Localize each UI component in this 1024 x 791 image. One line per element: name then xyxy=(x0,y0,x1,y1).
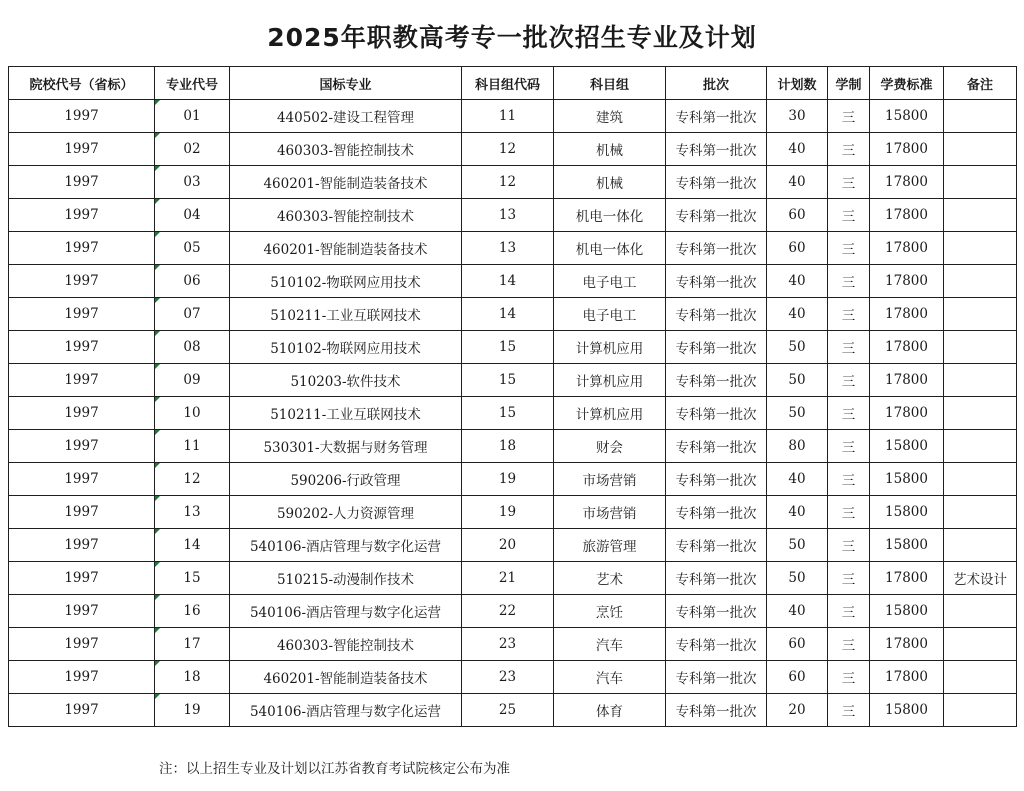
subject-group-code-cell[interactable]: 19 xyxy=(462,463,554,496)
batch-cell[interactable]: 专科第一批次 xyxy=(666,133,767,166)
major-code-cell[interactable]: 12 xyxy=(155,463,230,496)
national-major-cell[interactable]: 460201-智能制造装备技术 xyxy=(230,166,462,199)
table-row xyxy=(9,628,1017,661)
major-code-cell[interactable]: 10 xyxy=(155,397,230,430)
school-code-cell[interactable]: 1997 xyxy=(9,199,155,232)
subject-group-code-cell[interactable]: 14 xyxy=(462,265,554,298)
subject-group-code-cell[interactable]: 15 xyxy=(462,364,554,397)
duration-cell[interactable]: 三 xyxy=(828,430,870,463)
national-major-cell[interactable]: 460201-智能制造装备技术 xyxy=(230,661,462,694)
subject-group-cell[interactable]: 机械 xyxy=(554,166,666,199)
remarks-cell[interactable] xyxy=(944,661,1017,694)
school-code-cell[interactable]: 1997 xyxy=(9,529,155,562)
plan-count-cell[interactable]: 80 xyxy=(767,430,828,463)
col-header-national-major[interactable]: 国标专业 xyxy=(230,67,462,100)
plan-count-cell[interactable]: 50 xyxy=(767,529,828,562)
tuition-cell[interactable]: 15800 xyxy=(870,463,944,496)
major-code-cell[interactable]: 05 xyxy=(155,232,230,265)
batch-cell[interactable]: 专科第一批次 xyxy=(666,166,767,199)
batch-cell[interactable]: 专科第一批次 xyxy=(666,265,767,298)
duration-cell[interactable]: 三 xyxy=(828,364,870,397)
subject-group-code-cell[interactable]: 14 xyxy=(462,298,554,331)
national-major-cell[interactable]: 510203-软件技术 xyxy=(230,364,462,397)
major-code-cell[interactable]: 19 xyxy=(155,694,230,727)
table-row xyxy=(9,199,1017,232)
subject-group-cell[interactable]: 机电一体化 xyxy=(554,199,666,232)
major-code-cell[interactable]: 01 xyxy=(155,100,230,133)
major-code-cell[interactable]: 03 xyxy=(155,166,230,199)
plan-count-cell[interactable]: 20 xyxy=(767,694,828,727)
national-major-cell[interactable]: 510215-动漫制作技术 xyxy=(230,562,462,595)
batch-cell[interactable]: 专科第一批次 xyxy=(666,694,767,727)
subject-group-cell[interactable]: 市场营销 xyxy=(554,496,666,529)
tuition-cell[interactable]: 17800 xyxy=(870,232,944,265)
duration-cell[interactable]: 三 xyxy=(828,595,870,628)
subject-group-code-cell[interactable]: 23 xyxy=(462,661,554,694)
subject-group-code-cell[interactable]: 11 xyxy=(462,100,554,133)
subject-group-cell[interactable]: 财会 xyxy=(554,430,666,463)
national-major-cell[interactable]: 460303-智能控制技术 xyxy=(230,199,462,232)
national-major-cell[interactable]: 590202-人力资源管理 xyxy=(230,496,462,529)
subject-group-code-cell[interactable]: 21 xyxy=(462,562,554,595)
table-row xyxy=(9,100,1017,133)
duration-cell[interactable]: 三 xyxy=(828,529,870,562)
batch-cell[interactable]: 专科第一批次 xyxy=(666,100,767,133)
subject-group-cell[interactable]: 电子电工 xyxy=(554,265,666,298)
duration-cell[interactable]: 三 xyxy=(828,265,870,298)
remarks-cell[interactable] xyxy=(944,463,1017,496)
national-major-cell[interactable]: 510102-物联网应用技术 xyxy=(230,265,462,298)
batch-cell[interactable]: 专科第一批次 xyxy=(666,463,767,496)
national-major-cell[interactable]: 440502-建设工程管理 xyxy=(230,100,462,133)
subject-group-code-cell[interactable]: 23 xyxy=(462,628,554,661)
subject-group-cell[interactable]: 电子电工 xyxy=(554,298,666,331)
duration-cell[interactable]: 三 xyxy=(828,298,870,331)
batch-cell[interactable]: 专科第一批次 xyxy=(666,364,767,397)
batch-cell[interactable]: 专科第一批次 xyxy=(666,397,767,430)
duration-cell[interactable]: 三 xyxy=(828,463,870,496)
school-code-cell[interactable]: 1997 xyxy=(9,331,155,364)
plan-count-cell[interactable]: 30 xyxy=(767,100,828,133)
tuition-cell[interactable]: 17800 xyxy=(870,331,944,364)
national-major-cell[interactable]: 590206-行政管理 xyxy=(230,463,462,496)
batch-cell[interactable]: 专科第一批次 xyxy=(666,496,767,529)
duration-cell[interactable]: 三 xyxy=(828,133,870,166)
duration-cell[interactable]: 三 xyxy=(828,694,870,727)
col-header-subject-group[interactable]: 科目组 xyxy=(554,67,666,100)
duration-cell[interactable]: 三 xyxy=(828,100,870,133)
subject-group-cell[interactable]: 机电一体化 xyxy=(554,232,666,265)
plan-count-cell[interactable]: 40 xyxy=(767,496,828,529)
table-row xyxy=(9,661,1017,694)
tuition-cell[interactable]: 15800 xyxy=(870,595,944,628)
major-code-cell[interactable]: 08 xyxy=(155,331,230,364)
table-row xyxy=(9,595,1017,628)
school-code-cell[interactable]: 1997 xyxy=(9,166,155,199)
major-code-cell[interactable]: 13 xyxy=(155,496,230,529)
school-code-cell[interactable]: 1997 xyxy=(9,562,155,595)
enrollment-plan-table xyxy=(8,66,1017,727)
table-row xyxy=(9,694,1017,727)
duration-cell[interactable]: 三 xyxy=(828,331,870,364)
tuition-cell[interactable]: 15800 xyxy=(870,100,944,133)
major-code-cell[interactable]: 07 xyxy=(155,298,230,331)
tuition-cell[interactable]: 15800 xyxy=(870,529,944,562)
subject-group-cell[interactable]: 计算机应用 xyxy=(554,397,666,430)
plan-count-cell[interactable]: 50 xyxy=(767,364,828,397)
remarks-cell[interactable] xyxy=(944,397,1017,430)
subject-group-code-cell[interactable]: 22 xyxy=(462,595,554,628)
subject-group-cell[interactable]: 旅游管理 xyxy=(554,529,666,562)
school-code-cell[interactable]: 1997 xyxy=(9,430,155,463)
school-code-cell[interactable]: 1997 xyxy=(9,595,155,628)
major-code-cell[interactable]: 04 xyxy=(155,199,230,232)
remarks-cell[interactable] xyxy=(944,331,1017,364)
subject-group-cell[interactable]: 汽车 xyxy=(554,628,666,661)
plan-count-cell[interactable]: 50 xyxy=(767,562,828,595)
plan-count-cell[interactable]: 50 xyxy=(767,397,828,430)
school-code-cell[interactable]: 1997 xyxy=(9,265,155,298)
footnote: 注：以上招生专业及计划以江苏省教育考试院核定公布为准 xyxy=(159,761,510,777)
batch-cell[interactable]: 专科第一批次 xyxy=(666,430,767,463)
duration-cell[interactable]: 三 xyxy=(828,397,870,430)
school-code-cell[interactable]: 1997 xyxy=(9,364,155,397)
table-row xyxy=(9,496,1017,529)
batch-cell[interactable]: 专科第一批次 xyxy=(666,298,767,331)
remarks-cell[interactable] xyxy=(944,628,1017,661)
batch-cell[interactable]: 专科第一批次 xyxy=(666,529,767,562)
school-code-cell[interactable]: 1997 xyxy=(9,397,155,430)
national-major-cell[interactable]: 540106-酒店管理与数字化运营 xyxy=(230,694,462,727)
plan-count-cell[interactable]: 60 xyxy=(767,628,828,661)
remarks-cell[interactable] xyxy=(944,364,1017,397)
subject-group-code-cell[interactable]: 13 xyxy=(462,199,554,232)
col-header-tuition[interactable]: 学费标准 xyxy=(870,67,944,100)
table-row xyxy=(9,331,1017,364)
duration-cell[interactable]: 三 xyxy=(828,628,870,661)
remarks-cell[interactable] xyxy=(944,265,1017,298)
national-major-cell[interactable]: 540106-酒店管理与数字化运营 xyxy=(230,595,462,628)
table-row xyxy=(9,298,1017,331)
table-row xyxy=(9,166,1017,199)
subject-group-cell[interactable]: 市场营销 xyxy=(554,463,666,496)
batch-cell[interactable]: 专科第一批次 xyxy=(666,661,767,694)
batch-cell[interactable]: 专科第一批次 xyxy=(666,232,767,265)
plan-count-cell[interactable]: 60 xyxy=(767,199,828,232)
plan-count-cell[interactable]: 40 xyxy=(767,463,828,496)
tuition-cell[interactable]: 15800 xyxy=(870,496,944,529)
major-code-cell[interactable]: 06 xyxy=(155,265,230,298)
remarks-cell[interactable] xyxy=(944,100,1017,133)
tuition-cell[interactable]: 17800 xyxy=(870,298,944,331)
major-code-cell[interactable]: 09 xyxy=(155,364,230,397)
remarks-cell[interactable] xyxy=(944,199,1017,232)
tuition-cell[interactable]: 17800 xyxy=(870,166,944,199)
subject-group-cell[interactable]: 计算机应用 xyxy=(554,331,666,364)
col-header-duration[interactable]: 学制 xyxy=(828,67,870,100)
col-header-remarks[interactable]: 备注 xyxy=(944,67,1017,100)
table-row xyxy=(9,364,1017,397)
tuition-cell[interactable]: 17800 xyxy=(870,628,944,661)
table-row xyxy=(9,133,1017,166)
school-code-cell[interactable]: 1997 xyxy=(9,100,155,133)
school-code-cell[interactable]: 1997 xyxy=(9,628,155,661)
batch-cell[interactable]: 专科第一批次 xyxy=(666,331,767,364)
major-code-cell[interactable]: 11 xyxy=(155,430,230,463)
table-row xyxy=(9,463,1017,496)
major-code-cell[interactable]: 15 xyxy=(155,562,230,595)
school-code-cell[interactable]: 1997 xyxy=(9,298,155,331)
tuition-cell[interactable]: 17800 xyxy=(870,199,944,232)
school-code-cell[interactable]: 1997 xyxy=(9,496,155,529)
subject-group-cell[interactable]: 计算机应用 xyxy=(554,364,666,397)
table-row xyxy=(9,562,1017,595)
school-code-cell[interactable]: 1997 xyxy=(9,232,155,265)
subject-group-cell[interactable]: 机械 xyxy=(554,133,666,166)
plan-count-cell[interactable]: 40 xyxy=(767,595,828,628)
national-major-cell[interactable]: 460201-智能制造装备技术 xyxy=(230,232,462,265)
subject-group-code-cell[interactable]: 12 xyxy=(462,133,554,166)
remarks-cell[interactable] xyxy=(944,232,1017,265)
tuition-cell[interactable]: 17800 xyxy=(870,661,944,694)
batch-cell[interactable]: 专科第一批次 xyxy=(666,562,767,595)
major-code-cell[interactable]: 17 xyxy=(155,628,230,661)
school-code-cell[interactable]: 1997 xyxy=(9,661,155,694)
national-major-cell[interactable]: 460303-智能控制技术 xyxy=(230,628,462,661)
subject-group-code-cell[interactable]: 15 xyxy=(462,331,554,364)
plan-count-cell[interactable]: 50 xyxy=(767,331,828,364)
remarks-cell[interactable]: 艺术设计 xyxy=(944,562,1017,595)
major-code-cell[interactable]: 02 xyxy=(155,133,230,166)
batch-cell[interactable]: 专科第一批次 xyxy=(666,628,767,661)
table-row xyxy=(9,430,1017,463)
school-code-cell[interactable]: 1997 xyxy=(9,133,155,166)
duration-cell[interactable]: 三 xyxy=(828,166,870,199)
remarks-cell[interactable] xyxy=(944,595,1017,628)
plan-count-cell[interactable]: 40 xyxy=(767,166,828,199)
national-major-cell[interactable]: 510102-物联网应用技术 xyxy=(230,331,462,364)
subject-group-code-cell[interactable]: 20 xyxy=(462,529,554,562)
subject-group-cell[interactable]: 汽车 xyxy=(554,661,666,694)
duration-cell[interactable]: 三 xyxy=(828,562,870,595)
plan-count-cell[interactable]: 40 xyxy=(767,133,828,166)
remarks-cell[interactable] xyxy=(944,133,1017,166)
header-row xyxy=(9,67,1017,100)
tuition-cell[interactable]: 15800 xyxy=(870,694,944,727)
major-code-cell[interactable]: 16 xyxy=(155,595,230,628)
subject-group-code-cell[interactable]: 15 xyxy=(462,397,554,430)
col-header-plan-count[interactable]: 计划数 xyxy=(767,67,828,100)
subject-group-cell[interactable]: 艺术 xyxy=(554,562,666,595)
remarks-cell[interactable] xyxy=(944,694,1017,727)
subject-group-cell[interactable]: 建筑 xyxy=(554,100,666,133)
duration-cell[interactable]: 三 xyxy=(828,199,870,232)
table-row xyxy=(9,265,1017,298)
duration-cell[interactable]: 三 xyxy=(828,661,870,694)
national-major-cell[interactable]: 540106-酒店管理与数字化运营 xyxy=(230,529,462,562)
tuition-cell[interactable]: 15800 xyxy=(870,430,944,463)
col-header-subject-group-code[interactable]: 科目组代码 xyxy=(462,67,554,100)
duration-cell[interactable]: 三 xyxy=(828,232,870,265)
major-code-cell[interactable]: 18 xyxy=(155,661,230,694)
subject-group-code-cell[interactable]: 19 xyxy=(462,496,554,529)
col-header-major-code[interactable]: 专业代号 xyxy=(155,67,230,100)
tuition-cell[interactable]: 17800 xyxy=(870,364,944,397)
table-row xyxy=(9,397,1017,430)
plan-count-cell[interactable]: 60 xyxy=(767,232,828,265)
subject-group-code-cell[interactable]: 18 xyxy=(462,430,554,463)
remarks-cell[interactable] xyxy=(944,430,1017,463)
subject-group-code-cell[interactable]: 13 xyxy=(462,232,554,265)
national-major-cell[interactable]: 530301-大数据与财务管理 xyxy=(230,430,462,463)
table-row xyxy=(9,232,1017,265)
remarks-cell[interactable] xyxy=(944,298,1017,331)
school-code-cell[interactable]: 1997 xyxy=(9,694,155,727)
subject-group-cell[interactable]: 体育 xyxy=(554,694,666,727)
page-title: 2025年职教高考专一批次招生专业及计划 xyxy=(267,23,757,52)
col-header-school-code[interactable]: 院校代号（省标） xyxy=(9,67,155,100)
subject-group-cell[interactable]: 烹饪 xyxy=(554,595,666,628)
plan-count-cell[interactable]: 40 xyxy=(767,298,828,331)
col-header-batch[interactable]: 批次 xyxy=(666,67,767,100)
tuition-cell[interactable]: 17800 xyxy=(870,562,944,595)
national-major-cell[interactable]: 510211-工业互联网技术 xyxy=(230,298,462,331)
remarks-cell[interactable] xyxy=(944,496,1017,529)
tuition-cell[interactable]: 17800 xyxy=(870,265,944,298)
remarks-cell[interactable] xyxy=(944,529,1017,562)
major-code-cell[interactable]: 14 xyxy=(155,529,230,562)
remarks-cell[interactable] xyxy=(944,166,1017,199)
national-major-cell[interactable]: 510211-工业互联网技术 xyxy=(230,397,462,430)
plan-count-cell[interactable]: 60 xyxy=(767,661,828,694)
duration-cell[interactable]: 三 xyxy=(828,496,870,529)
plan-count-cell[interactable]: 40 xyxy=(767,265,828,298)
table-row xyxy=(9,529,1017,562)
tuition-cell[interactable]: 17800 xyxy=(870,133,944,166)
subject-group-code-cell[interactable]: 12 xyxy=(462,166,554,199)
tuition-cell[interactable]: 17800 xyxy=(870,397,944,430)
national-major-cell[interactable]: 460303-智能控制技术 xyxy=(230,133,462,166)
school-code-cell[interactable]: 1997 xyxy=(9,463,155,496)
batch-cell[interactable]: 专科第一批次 xyxy=(666,595,767,628)
batch-cell[interactable]: 专科第一批次 xyxy=(666,199,767,232)
subject-group-code-cell[interactable]: 25 xyxy=(462,694,554,727)
